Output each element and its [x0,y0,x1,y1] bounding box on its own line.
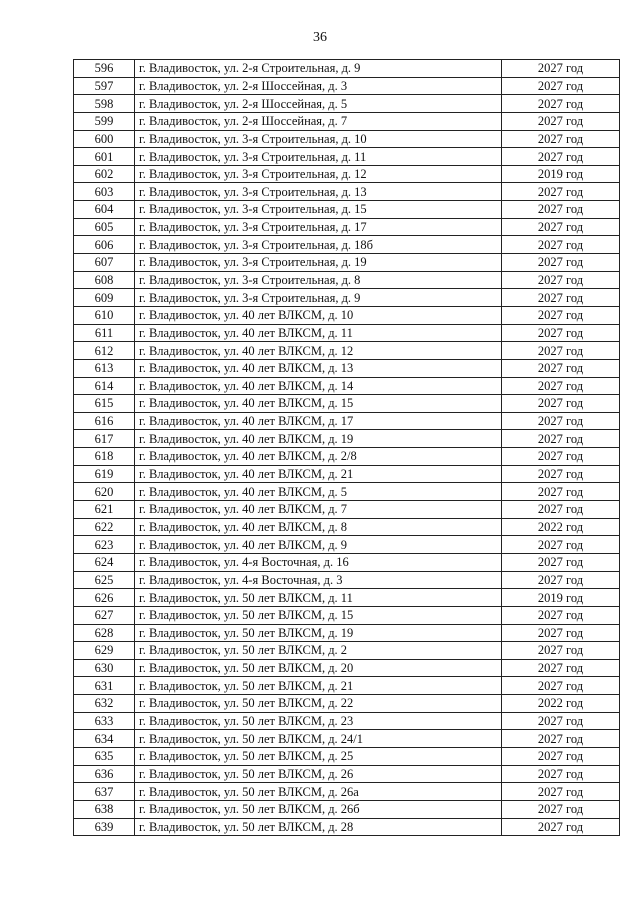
year-cell: 2027 год [502,765,620,783]
year-cell: 2027 год [502,606,620,624]
address-cell: г. Владивосток, ул. 3-я Строительная, д. 15 [135,201,502,219]
address-cell: г. Владивосток, ул. 3-я Строительная, д. 17 [135,218,502,236]
row-number-cell: 621 [74,501,135,519]
table-row [74,412,620,430]
year-cell: 2027 год [502,624,620,642]
row-number-cell: 601 [74,148,135,166]
row-number-cell: 603 [74,183,135,201]
row-number-cell: 596 [74,60,135,78]
address-cell: г. Владивосток, ул. 50 лет ВЛКСМ, д. 2 [135,642,502,660]
row-number-cell: 619 [74,465,135,483]
year-cell: 2027 год [502,783,620,801]
table-row [74,624,620,642]
table-row [74,130,620,148]
address-cell: г. Владивосток, ул. 40 лет ВЛКСМ, д. 11 [135,324,502,342]
address-cell: г. Владивосток, ул. 50 лет ВЛКСМ, д. 15 [135,606,502,624]
table-row [74,730,620,748]
table-row [74,148,620,166]
table-row [74,536,620,554]
table-row [74,659,620,677]
table-row [74,571,620,589]
address-cell: г. Владивосток, ул. 50 лет ВЛКСМ, д. 22 [135,695,502,713]
row-number-cell: 626 [74,589,135,607]
year-cell: 2027 год [502,271,620,289]
address-cell: г. Владивосток, ул. 50 лет ВЛКСМ, д. 26б [135,800,502,818]
year-cell: 2027 год [502,747,620,765]
year-cell: 2022 год [502,695,620,713]
row-number-cell: 617 [74,430,135,448]
table-row [74,553,620,571]
table-row [74,465,620,483]
row-number-cell: 623 [74,536,135,554]
table-row [74,60,620,78]
row-number-cell: 616 [74,412,135,430]
year-cell: 2027 год [502,430,620,448]
address-cell: г. Владивосток, ул. 50 лет ВЛКСМ, д. 28 [135,818,502,836]
address-cell: г. Владивосток, ул. 3-я Строительная, д. 9 [135,289,502,307]
row-number-cell: 630 [74,659,135,677]
year-cell: 2027 год [502,324,620,342]
housing-registry-table [73,59,620,836]
row-number-cell: 611 [74,324,135,342]
table-row [74,518,620,536]
address-cell: г. Владивосток, ул. 50 лет ВЛКСМ, д. 23 [135,712,502,730]
year-cell: 2027 год [502,201,620,219]
row-number-cell: 631 [74,677,135,695]
address-cell: г. Владивосток, ул. 3-я Строительная, д. 18б [135,236,502,254]
row-number-cell: 600 [74,130,135,148]
year-cell: 2027 год [502,289,620,307]
year-cell: 2027 год [502,218,620,236]
address-cell: г. Владивосток, ул. 40 лет ВЛКСМ, д. 9 [135,536,502,554]
year-cell: 2027 год [502,730,620,748]
row-number-cell: 607 [74,254,135,272]
row-number-cell: 606 [74,236,135,254]
year-cell: 2027 год [502,571,620,589]
address-cell: г. Владивосток, ул. 4-я Восточная, д. 3 [135,571,502,589]
year-cell: 2027 год [502,501,620,519]
row-number-cell: 610 [74,306,135,324]
year-cell: 2027 год [502,377,620,395]
address-cell: г. Владивосток, ул. 40 лет ВЛКСМ, д. 10 [135,306,502,324]
address-cell: г. Владивосток, ул. 40 лет ВЛКСМ, д. 5 [135,483,502,501]
year-cell: 2027 год [502,465,620,483]
table-row [74,642,620,660]
table-row [74,324,620,342]
year-cell: 2027 год [502,642,620,660]
address-cell: г. Владивосток, ул. 40 лет ВЛКСМ, д. 7 [135,501,502,519]
table-row [74,254,620,272]
address-cell: г. Владивосток, ул. 2-я Шоссейная, д. 7 [135,112,502,130]
table-row [74,818,620,836]
address-cell: г. Владивосток, ул. 40 лет ВЛКСМ, д. 21 [135,465,502,483]
table-row [74,695,620,713]
address-cell: г. Владивосток, ул. 40 лет ВЛКСМ, д. 2/8 [135,448,502,466]
table-row [74,359,620,377]
address-cell: г. Владивосток, ул. 50 лет ВЛКСМ, д. 26а [135,783,502,801]
row-number-cell: 615 [74,395,135,413]
table-row [74,342,620,360]
row-number-cell: 602 [74,165,135,183]
table-row [74,95,620,113]
table-row [74,218,620,236]
row-number-cell: 608 [74,271,135,289]
address-cell: г. Владивосток, ул. 2-я Шоссейная, д. 3 [135,77,502,95]
address-cell: г. Владивосток, ул. 3-я Строительная, д. 19 [135,254,502,272]
row-number-cell: 597 [74,77,135,95]
table-row [74,783,620,801]
year-cell: 2027 год [502,254,620,272]
year-cell: 2027 год [502,553,620,571]
address-cell: г. Владивосток, ул. 4-я Восточная, д. 16 [135,553,502,571]
row-number-cell: 629 [74,642,135,660]
year-cell: 2027 год [502,395,620,413]
table-row [74,483,620,501]
year-cell: 2027 год [502,77,620,95]
address-cell: г. Владивосток, ул. 40 лет ВЛКСМ, д. 13 [135,359,502,377]
year-cell: 2022 год [502,518,620,536]
address-cell: г. Владивосток, ул. 3-я Строительная, д. 13 [135,183,502,201]
row-number-cell: 612 [74,342,135,360]
address-cell: г. Владивосток, ул. 2-я Шоссейная, д. 5 [135,95,502,113]
row-number-cell: 620 [74,483,135,501]
address-cell: г. Владивосток, ул. 50 лет ВЛКСМ, д. 11 [135,589,502,607]
table-row [74,271,620,289]
row-number-cell: 604 [74,201,135,219]
address-cell: г. Владивосток, ул. 40 лет ВЛКСМ, д. 19 [135,430,502,448]
address-cell: г. Владивосток, ул. 40 лет ВЛКСМ, д. 8 [135,518,502,536]
row-number-cell: 628 [74,624,135,642]
row-number-cell: 639 [74,818,135,836]
table-row [74,183,620,201]
table-row [74,201,620,219]
address-cell: г. Владивосток, ул. 40 лет ВЛКСМ, д. 12 [135,342,502,360]
row-number-cell: 624 [74,553,135,571]
table-row [74,589,620,607]
year-cell: 2027 год [502,800,620,818]
table-row [74,448,620,466]
table-row [74,77,620,95]
address-cell: г. Владивосток, ул. 50 лет ВЛКСМ, д. 25 [135,747,502,765]
year-cell: 2019 год [502,589,620,607]
table-row [74,395,620,413]
year-cell: 2027 год [502,536,620,554]
table-row [74,236,620,254]
row-number-cell: 609 [74,289,135,307]
row-number-cell: 633 [74,712,135,730]
table-row [74,747,620,765]
table-row [74,165,620,183]
table-row [74,430,620,448]
address-cell: г. Владивосток, ул. 50 лет ВЛКСМ, д. 21 [135,677,502,695]
table-row [74,712,620,730]
address-cell: г. Владивосток, ул. 40 лет ВЛКСМ, д. 14 [135,377,502,395]
year-cell: 2027 год [502,818,620,836]
address-cell: г. Владивосток, ул. 40 лет ВЛКСМ, д. 17 [135,412,502,430]
address-cell: г. Владивосток, ул. 3-я Строительная, д. 12 [135,165,502,183]
row-number-cell: 636 [74,765,135,783]
year-cell: 2027 год [502,183,620,201]
row-number-cell: 625 [74,571,135,589]
year-cell: 2027 год [502,712,620,730]
year-cell: 2027 год [502,483,620,501]
year-cell: 2027 год [502,148,620,166]
table-row [74,112,620,130]
table-row [74,606,620,624]
address-cell: г. Владивосток, ул. 50 лет ВЛКСМ, д. 20 [135,659,502,677]
table-row [74,289,620,307]
row-number-cell: 638 [74,800,135,818]
address-cell: г. Владивосток, ул. 40 лет ВЛКСМ, д. 15 [135,395,502,413]
year-cell: 2027 год [502,412,620,430]
table-body [74,60,620,836]
row-number-cell: 637 [74,783,135,801]
year-cell: 2027 год [502,306,620,324]
table-row [74,306,620,324]
year-cell: 2027 год [502,95,620,113]
address-cell: г. Владивосток, ул. 3-я Строительная, д. 10 [135,130,502,148]
row-number-cell: 627 [74,606,135,624]
year-cell: 2019 год [502,165,620,183]
row-number-cell: 618 [74,448,135,466]
address-cell: г. Владивосток, ул. 3-я Строительная, д. 8 [135,271,502,289]
year-cell: 2027 год [502,236,620,254]
row-number-cell: 632 [74,695,135,713]
address-cell: г. Владивосток, ул. 50 лет ВЛКСМ, д. 19 [135,624,502,642]
page-number: 36 [313,30,327,45]
table-row [74,677,620,695]
address-cell: г. Владивосток, ул. 50 лет ВЛКСМ, д. 26 [135,765,502,783]
row-number-cell: 613 [74,359,135,377]
table-row [74,765,620,783]
year-cell: 2027 год [502,60,620,78]
row-number-cell: 634 [74,730,135,748]
year-cell: 2027 год [502,342,620,360]
address-cell: г. Владивосток, ул. 2-я Строительная, д. 9 [135,60,502,78]
address-cell: г. Владивосток, ул. 3-я Строительная, д. 11 [135,148,502,166]
year-cell: 2027 год [502,359,620,377]
row-number-cell: 605 [74,218,135,236]
year-cell: 2027 год [502,659,620,677]
row-number-cell: 614 [74,377,135,395]
row-number-cell: 599 [74,112,135,130]
year-cell: 2027 год [502,448,620,466]
row-number-cell: 635 [74,747,135,765]
year-cell: 2027 год [502,677,620,695]
table-row [74,800,620,818]
row-number-cell: 598 [74,95,135,113]
table-row [74,501,620,519]
year-cell: 2027 год [502,130,620,148]
table-row [74,377,620,395]
year-cell: 2027 год [502,112,620,130]
row-number-cell: 622 [74,518,135,536]
address-cell: г. Владивосток, ул. 50 лет ВЛКСМ, д. 24/1 [135,730,502,748]
